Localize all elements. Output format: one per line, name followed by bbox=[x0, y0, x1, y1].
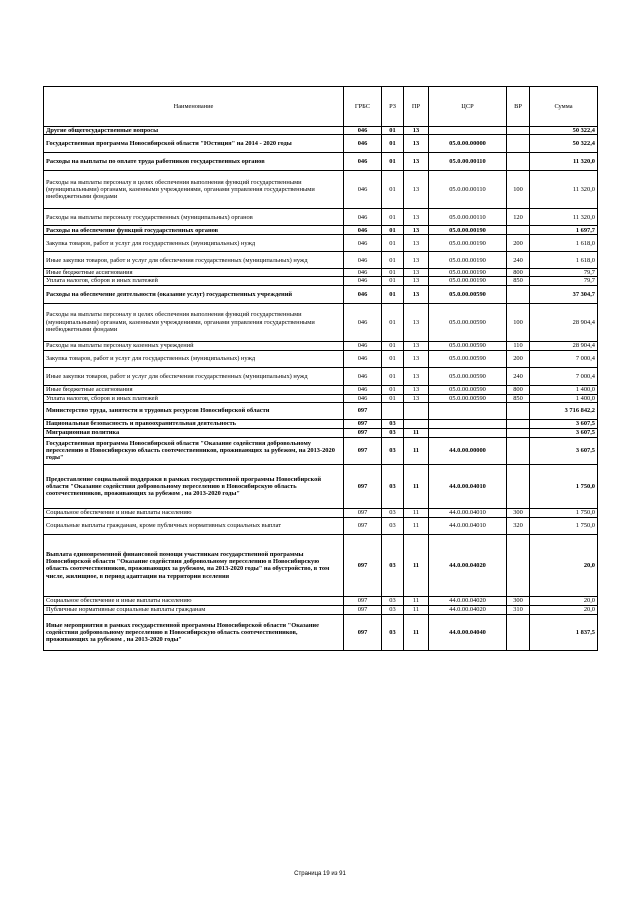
cell-rz: 01 bbox=[382, 127, 404, 135]
cell-name: Расходы на выплаты по оплате труда работников государственных органов bbox=[44, 153, 344, 171]
cell-pr: 13 bbox=[404, 285, 429, 303]
cell-vr bbox=[507, 437, 530, 464]
cell-csr: 05.0.00.00190 bbox=[429, 235, 507, 252]
table-row bbox=[44, 209, 598, 226]
cell-name: Государственная программа Новосибирской области "Юстиция" на 2014 - 2020 годы bbox=[44, 135, 344, 153]
cell-vr: 110 bbox=[507, 341, 530, 350]
cell-csr: 44.0.00.00000 bbox=[429, 437, 507, 464]
cell-vr: 200 bbox=[507, 235, 530, 252]
cell-name: Социальные выплаты гражданам, кроме публичных нормативных социальных выплат bbox=[44, 517, 344, 534]
cell-vr bbox=[507, 127, 530, 135]
cell-sum: 3 716 842,2 bbox=[530, 402, 598, 419]
cell-rz: 01 bbox=[382, 153, 404, 171]
cell-sum: 20,0 bbox=[530, 605, 598, 614]
table-row bbox=[44, 517, 598, 534]
cell-name: Государственная программа Новосибирской области "Оказание содействия добровольному переселению в Новосибирскую область соотечественников, проживающих за рубежом, на 2013-2020 годы" bbox=[44, 437, 344, 464]
cell-grbs: 046 bbox=[344, 394, 382, 402]
cell-pr: 13 bbox=[404, 277, 429, 285]
cell-sum: 7 000,4 bbox=[530, 350, 598, 367]
table-row bbox=[44, 252, 598, 269]
header-name: Наименование bbox=[44, 87, 344, 127]
cell-vr: 310 bbox=[507, 605, 530, 614]
cell-vr bbox=[507, 534, 530, 596]
cell-grbs: 046 bbox=[344, 209, 382, 226]
table-row bbox=[44, 419, 598, 428]
cell-sum: 1 400,0 bbox=[530, 394, 598, 402]
cell-rz: 01 bbox=[382, 171, 404, 209]
cell-rz: 03 bbox=[382, 508, 404, 517]
cell-grbs: 097 bbox=[344, 428, 382, 437]
cell-sum: 11 320,0 bbox=[530, 171, 598, 209]
cell-csr: 05.0.00.00190 bbox=[429, 269, 507, 277]
table-row bbox=[44, 135, 598, 153]
cell-pr: 11 bbox=[404, 596, 429, 605]
cell-grbs: 097 bbox=[344, 464, 382, 508]
cell-pr: 11 bbox=[404, 605, 429, 614]
cell-grbs: 046 bbox=[344, 226, 382, 235]
cell-name: Социальное обеспечение и иные выплаты населению bbox=[44, 508, 344, 517]
cell-rz: 01 bbox=[382, 385, 404, 394]
cell-rz: 01 bbox=[382, 350, 404, 367]
cell-csr: 05.0.00.00590 bbox=[429, 385, 507, 394]
cell-csr: 44.0.00.04020 bbox=[429, 596, 507, 605]
cell-csr: 05.0.00.00190 bbox=[429, 226, 507, 235]
cell-sum: 3 607,5 bbox=[530, 419, 598, 428]
cell-name: Уплата налогов, сборов и иных платежей bbox=[44, 394, 344, 402]
cell-name: Расходы на выплаты персоналу государственных (муниципальных) органов bbox=[44, 209, 344, 226]
table-row bbox=[44, 437, 598, 464]
cell-pr: 11 bbox=[404, 464, 429, 508]
header-pr: ПР bbox=[404, 87, 429, 127]
cell-vr bbox=[507, 428, 530, 437]
cell-sum: 1 697,7 bbox=[530, 226, 598, 235]
header-vr: ВР bbox=[507, 87, 530, 127]
cell-name: Публичные нормативные социальные выплаты гражданам bbox=[44, 605, 344, 614]
cell-vr: 240 bbox=[507, 252, 530, 269]
cell-vr: 100 bbox=[507, 303, 530, 341]
cell-name: Уплата налогов, сборов и иных платежей bbox=[44, 277, 344, 285]
cell-vr: 800 bbox=[507, 269, 530, 277]
table-row bbox=[44, 269, 598, 277]
table-header bbox=[44, 87, 598, 127]
cell-sum: 7 000,4 bbox=[530, 367, 598, 385]
cell-vr: 320 bbox=[507, 517, 530, 534]
cell-pr bbox=[404, 419, 429, 428]
cell-rz: 01 bbox=[382, 135, 404, 153]
cell-csr: 44.0.00.04010 bbox=[429, 508, 507, 517]
cell-csr bbox=[429, 127, 507, 135]
cell-grbs: 046 bbox=[344, 285, 382, 303]
cell-csr: 44.0.00.04040 bbox=[429, 614, 507, 650]
cell-pr: 13 bbox=[404, 209, 429, 226]
cell-vr: 240 bbox=[507, 367, 530, 385]
cell-pr: 13 bbox=[404, 135, 429, 153]
cell-name: Закупка товаров, работ и услуг для государственных (муниципальных) нужд bbox=[44, 235, 344, 252]
cell-rz: 03 bbox=[382, 419, 404, 428]
cell-name: Иные мероприятия в рамках государственной программы Новосибирской области "Оказание содействия добровольному переселению в Новосибирскую область соотечественников, проживающих за рубежом , на 2013-2020 годы" bbox=[44, 614, 344, 650]
cell-vr bbox=[507, 614, 530, 650]
cell-grbs: 046 bbox=[344, 252, 382, 269]
cell-sum: 50 322,4 bbox=[530, 127, 598, 135]
cell-grbs: 097 bbox=[344, 517, 382, 534]
cell-csr: 05.0.00.00110 bbox=[429, 209, 507, 226]
cell-name: Иные бюджетные ассигнования bbox=[44, 269, 344, 277]
cell-vr: 800 bbox=[507, 385, 530, 394]
cell-sum: 3 607,5 bbox=[530, 428, 598, 437]
budget-table bbox=[43, 86, 598, 651]
cell-rz: 01 bbox=[382, 367, 404, 385]
table-row bbox=[44, 596, 598, 605]
cell-csr: 05.0.00.00000 bbox=[429, 135, 507, 153]
cell-sum: 1 618,0 bbox=[530, 252, 598, 269]
header-rz: РЗ bbox=[382, 87, 404, 127]
cell-pr: 13 bbox=[404, 350, 429, 367]
cell-csr bbox=[429, 419, 507, 428]
cell-sum: 3 607,5 bbox=[530, 437, 598, 464]
cell-name: Расходы на обеспечение деятельности (оказание услуг) государственных учреждений bbox=[44, 285, 344, 303]
cell-name: Расходы на обеспечение функций государственных органов bbox=[44, 226, 344, 235]
cell-rz: 03 bbox=[382, 596, 404, 605]
cell-vr bbox=[507, 153, 530, 171]
table-row bbox=[44, 127, 598, 135]
cell-sum: 28 904,4 bbox=[530, 303, 598, 341]
cell-rz: 01 bbox=[382, 277, 404, 285]
cell-rz: 01 bbox=[382, 209, 404, 226]
cell-csr: 44.0.00.04010 bbox=[429, 517, 507, 534]
cell-name: Миграционная политика bbox=[44, 428, 344, 437]
table-row bbox=[44, 464, 598, 508]
cell-rz: 01 bbox=[382, 394, 404, 402]
cell-pr: 13 bbox=[404, 235, 429, 252]
cell-name: Национальная безопасность и правоохранительная деятельность bbox=[44, 419, 344, 428]
cell-rz: 03 bbox=[382, 534, 404, 596]
header-sum: Сумма bbox=[530, 87, 598, 127]
cell-vr: 850 bbox=[507, 277, 530, 285]
cell-vr bbox=[507, 226, 530, 235]
cell-grbs: 097 bbox=[344, 534, 382, 596]
table-row bbox=[44, 303, 598, 341]
cell-vr: 300 bbox=[507, 508, 530, 517]
cell-pr: 13 bbox=[404, 394, 429, 402]
table-row bbox=[44, 614, 598, 650]
cell-csr: 05.0.00.00190 bbox=[429, 252, 507, 269]
cell-pr: 13 bbox=[404, 303, 429, 341]
cell-rz: 03 bbox=[382, 437, 404, 464]
table-row bbox=[44, 341, 598, 350]
table-row bbox=[44, 605, 598, 614]
cell-vr: 200 bbox=[507, 350, 530, 367]
cell-name: Расходы на выплаты персоналу в целях обеспечения выполнения функций государственными (муниципальными) органами, казенными учреждениями, органами управления государственными внебюджетными фондами bbox=[44, 303, 344, 341]
cell-name: Министерство труда, занятости и трудовых ресурсов Новосибирской области bbox=[44, 402, 344, 419]
cell-csr: 44.0.00.04020 bbox=[429, 534, 507, 596]
cell-csr: 05.0.00.00590 bbox=[429, 285, 507, 303]
table-row bbox=[44, 285, 598, 303]
table-row bbox=[44, 153, 598, 171]
cell-sum: 1 618,0 bbox=[530, 235, 598, 252]
cell-grbs: 046 bbox=[344, 350, 382, 367]
cell-sum: 50 322,4 bbox=[530, 135, 598, 153]
cell-name: Иные закупки товаров, работ и услуг для обеспечения государственных (муниципальных) нужд bbox=[44, 252, 344, 269]
cell-vr bbox=[507, 419, 530, 428]
cell-grbs: 097 bbox=[344, 437, 382, 464]
cell-name: Закупка товаров, работ и услуг для государственных (муниципальных) нужд bbox=[44, 350, 344, 367]
table-row bbox=[44, 534, 598, 596]
cell-sum: 1 400,0 bbox=[530, 385, 598, 394]
cell-vr: 850 bbox=[507, 394, 530, 402]
cell-sum: 28 904,4 bbox=[530, 341, 598, 350]
cell-vr: 300 bbox=[507, 596, 530, 605]
cell-grbs: 046 bbox=[344, 269, 382, 277]
cell-pr: 13 bbox=[404, 171, 429, 209]
table-row bbox=[44, 350, 598, 367]
cell-grbs: 097 bbox=[344, 402, 382, 419]
cell-pr: 13 bbox=[404, 153, 429, 171]
cell-sum: 37 304,7 bbox=[530, 285, 598, 303]
cell-sum: 20,0 bbox=[530, 534, 598, 596]
cell-name: Иные бюджетные ассигнования bbox=[44, 385, 344, 394]
cell-grbs: 046 bbox=[344, 277, 382, 285]
cell-name: Иные закупки товаров, работ и услуг для обеспечения государственных (муниципальных) нужд bbox=[44, 367, 344, 385]
cell-sum: 79,7 bbox=[530, 277, 598, 285]
cell-sum: 1 750,0 bbox=[530, 517, 598, 534]
cell-grbs: 046 bbox=[344, 135, 382, 153]
table-body bbox=[44, 127, 598, 651]
table-row bbox=[44, 402, 598, 419]
cell-csr: 05.0.00.00110 bbox=[429, 153, 507, 171]
cell-rz: 03 bbox=[382, 614, 404, 650]
cell-csr: 05.0.00.00590 bbox=[429, 394, 507, 402]
cell-rz: 01 bbox=[382, 226, 404, 235]
cell-pr: 13 bbox=[404, 385, 429, 394]
cell-pr: 11 bbox=[404, 437, 429, 464]
cell-sum: 79,7 bbox=[530, 269, 598, 277]
page-number: Страница 19 из 91 bbox=[294, 871, 346, 877]
cell-csr: 05.0.00.00590 bbox=[429, 367, 507, 385]
cell-vr bbox=[507, 464, 530, 508]
cell-grbs: 046 bbox=[344, 341, 382, 350]
cell-grbs: 046 bbox=[344, 367, 382, 385]
cell-csr bbox=[429, 402, 507, 419]
cell-sum: 11 320,0 bbox=[530, 209, 598, 226]
cell-rz bbox=[382, 402, 404, 419]
cell-grbs: 097 bbox=[344, 419, 382, 428]
table-row bbox=[44, 235, 598, 252]
cell-name: Другие общегосударственные вопросы bbox=[44, 127, 344, 135]
cell-csr: 05.0.00.00590 bbox=[429, 341, 507, 350]
cell-grbs: 046 bbox=[344, 385, 382, 394]
cell-pr: 13 bbox=[404, 127, 429, 135]
cell-name: Социальное обеспечение и иные выплаты населению bbox=[44, 596, 344, 605]
cell-pr: 13 bbox=[404, 226, 429, 235]
cell-csr: 44.0.00.04010 bbox=[429, 464, 507, 508]
cell-vr: 120 bbox=[507, 209, 530, 226]
header-csr: ЦСР bbox=[429, 87, 507, 127]
cell-name: Выплата единовременной финансовой помощи участникам государственной программы Новосибирской области "Оказание содействия добровольному переселению в Новосибирскую область соотечественников, проживающих за рубежом, на 2013-2020 годы" на обустройство, в том числе, жилищное, в период адаптации на территории вселения bbox=[44, 534, 344, 596]
cell-name: Расходы на выплаты персоналу казенных учреждений bbox=[44, 341, 344, 350]
cell-grbs: 097 bbox=[344, 614, 382, 650]
cell-grbs: 046 bbox=[344, 303, 382, 341]
cell-vr bbox=[507, 402, 530, 419]
table-row bbox=[44, 226, 598, 235]
table-row bbox=[44, 428, 598, 437]
cell-name: Расходы на выплаты персоналу в целях обеспечения выполнения функций государственными (муниципальными) органами, казенными учреждениями, органами управления государственными внебюджетными фондами bbox=[44, 171, 344, 209]
cell-csr: 05.0.00.00190 bbox=[429, 277, 507, 285]
cell-rz: 01 bbox=[382, 269, 404, 277]
table-row bbox=[44, 367, 598, 385]
cell-pr: 11 bbox=[404, 508, 429, 517]
cell-vr: 100 bbox=[507, 171, 530, 209]
cell-name: Предоставление социальной поддержки в рамках государственной программы Новосибирской области "Оказание содействия добровольному переселению в Новосибирскую область соотечественников, проживающих за рубежом , на 2013-2020 годы" bbox=[44, 464, 344, 508]
header-row bbox=[44, 87, 598, 127]
cell-rz: 01 bbox=[382, 303, 404, 341]
cell-rz: 01 bbox=[382, 252, 404, 269]
cell-csr: 05.0.00.00590 bbox=[429, 303, 507, 341]
cell-grbs: 046 bbox=[344, 171, 382, 209]
cell-pr bbox=[404, 402, 429, 419]
cell-grbs: 097 bbox=[344, 596, 382, 605]
table-row bbox=[44, 385, 598, 394]
cell-csr: 05.0.00.00590 bbox=[429, 350, 507, 367]
cell-pr: 13 bbox=[404, 341, 429, 350]
table-row bbox=[44, 394, 598, 402]
cell-sum: 1 750,0 bbox=[530, 464, 598, 508]
cell-grbs: 097 bbox=[344, 605, 382, 614]
cell-csr: 44.0.00.04020 bbox=[429, 605, 507, 614]
cell-sum: 1 750,0 bbox=[530, 508, 598, 517]
table-row bbox=[44, 277, 598, 285]
cell-pr: 13 bbox=[404, 252, 429, 269]
table-row bbox=[44, 508, 598, 517]
cell-vr bbox=[507, 135, 530, 153]
cell-vr bbox=[507, 285, 530, 303]
cell-grbs: 046 bbox=[344, 153, 382, 171]
cell-pr: 11 bbox=[404, 428, 429, 437]
table-row bbox=[44, 171, 598, 209]
cell-grbs: 097 bbox=[344, 508, 382, 517]
cell-pr: 11 bbox=[404, 614, 429, 650]
cell-rz: 01 bbox=[382, 341, 404, 350]
cell-rz: 03 bbox=[382, 428, 404, 437]
cell-rz: 03 bbox=[382, 517, 404, 534]
cell-sum: 20,0 bbox=[530, 596, 598, 605]
cell-pr: 11 bbox=[404, 517, 429, 534]
cell-pr: 13 bbox=[404, 269, 429, 277]
header-grbs: ГРБС bbox=[344, 87, 382, 127]
cell-rz: 03 bbox=[382, 464, 404, 508]
cell-sum: 1 837,5 bbox=[530, 614, 598, 650]
cell-grbs: 046 bbox=[344, 127, 382, 135]
cell-pr: 11 bbox=[404, 534, 429, 596]
cell-csr bbox=[429, 428, 507, 437]
cell-rz: 03 bbox=[382, 605, 404, 614]
cell-grbs: 046 bbox=[344, 235, 382, 252]
cell-rz: 01 bbox=[382, 235, 404, 252]
cell-sum: 11 320,0 bbox=[530, 153, 598, 171]
cell-csr: 05.0.00.00110 bbox=[429, 171, 507, 209]
cell-pr: 13 bbox=[404, 367, 429, 385]
cell-rz: 01 bbox=[382, 285, 404, 303]
